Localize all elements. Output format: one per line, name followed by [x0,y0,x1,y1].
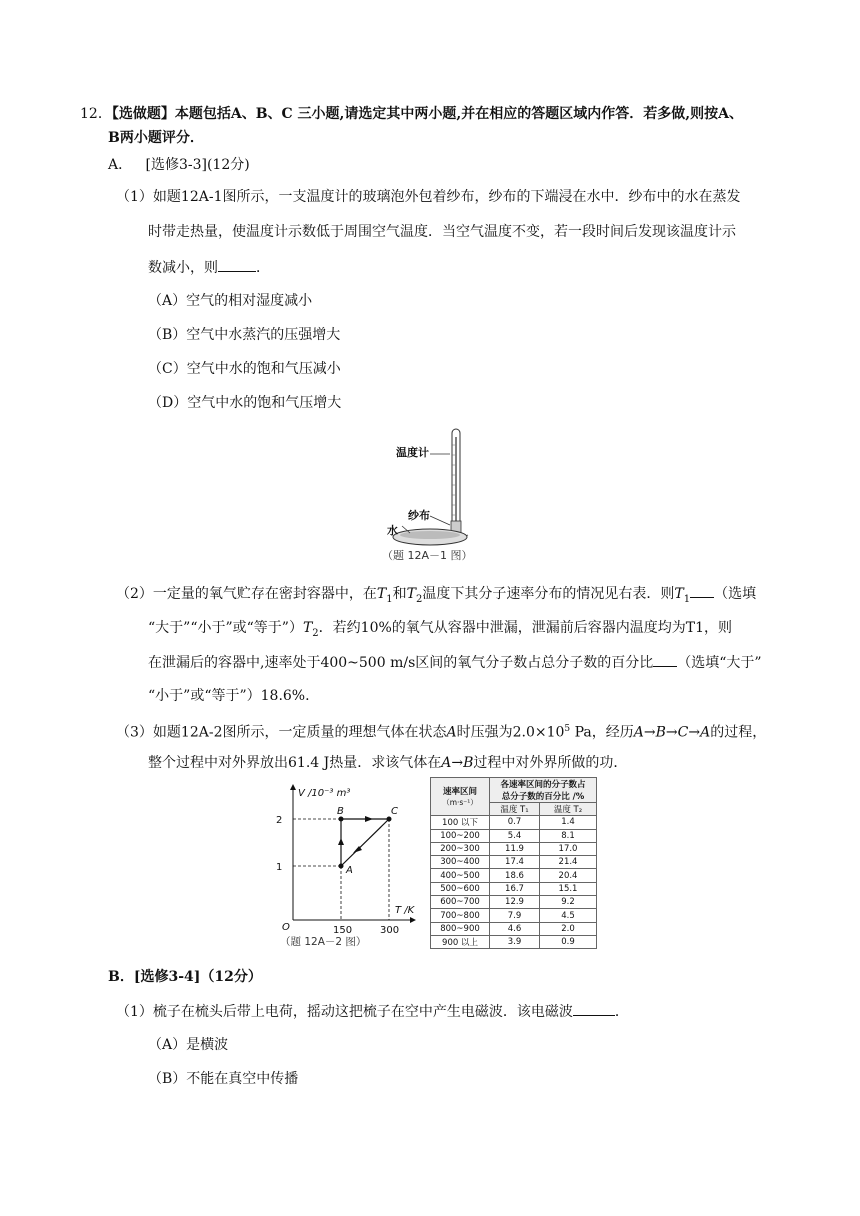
point-label-c: C [391,806,398,817]
table-row: 900 以上 3.9 0.9 [431,935,597,948]
table-row: 200~300 11.9 17.0 [431,842,597,855]
figure-12a-2-caption: （题 12A－2 图） [280,936,367,948]
intro-line-2: B两小题评分． [108,130,204,146]
thermometer-label: 温度计 [396,446,429,459]
a2-line-4: “小于”或“等于”）18.6%. [148,688,310,704]
table-row: 100~200 5.4 8.1 [431,829,597,842]
table-row: 600~700 12.9 9.2 [431,896,597,909]
a1-option-a: （A）空气的相对湿度减小 [148,293,313,309]
graph-origin: O [282,922,290,933]
gauze-label: 纱布 [408,509,430,522]
section-a-heading: A． [选修3-3](12分) [108,157,250,173]
point-label-a: A [346,865,353,876]
a2-line-1: （2）一定量的氧气贮存在密封容器中，在$T_1$和$T_2$温度下其分子速率分布的情况见右表．则$T_1$ （选填 [116,583,756,610]
x-tick: 300 [380,925,400,936]
a1-option-d: （D）空气中水的饱和气压增大 [148,395,342,411]
question-tag: 【选做题】 [111,106,175,122]
table-row: 100 以下 0.7 1.4 [431,816,597,829]
y-tick: 2 [276,815,283,826]
a3-line-2: 整个过程中对外界放出61.4 J热量．求该气体在A→B过程中对外界所做的功． [148,755,628,771]
table-row: 800~900 4.6 2.0 [431,922,597,935]
answer-blank [218,257,256,272]
table-row: 300~400 17.4 21.4 [431,856,597,869]
answer-blank [653,652,677,667]
section-b-heading: B．[选修3-4]（12分） [108,969,262,985]
answer-blank [690,583,714,598]
x-tick: 150 [333,925,353,936]
point-label-b: B [337,806,344,817]
a2-line-2: “大于”“小于”或“等于$”)T_2$．若约10%的氧气从容器中泄漏，泄漏前后容器内温度均为T1，则 [148,620,733,639]
b1-line-1: （1）梳子在梳头后带上电荷，摇动这把梳子在空中产生电磁波．该电磁波 ． [116,1001,629,1022]
a1-line-3: 数减小，则 ． [148,257,270,278]
b1-option-b: （B）不能在真空中传播 [148,1071,299,1087]
answer-blank [573,1001,615,1016]
figure-12a-1-caption: （题 12A－1 图） [382,549,473,562]
question-12-intro [80,104,743,124]
intro-line-1: 本题包括A、B、C 三小题,请选定其中两小题,并在相应的答题区域内作答．若多做,则按A、 [174,106,744,122]
a1-line-1: （1）如题12A-1图所示，一支温度计的玻璃泡外包着纱布，纱布的下端浸在水中．纱布中的水在蒸发 [116,189,741,205]
a1-line-2: 时带走热量，使温度计示数低于周围空气温度．当空气温度不变，若一段时间后发现该温度计示 [148,224,736,240]
a2-line-3: 在泄漏后的容器中,速率处于400~500 m/s区间的氧气分子数占总分子数的百分比 （选填“大于” [148,652,762,673]
table-row: 700~800 7.9 4.5 [431,909,597,922]
a1-option-c: （C）空气中水的饱和气压减小 [148,361,341,377]
thermometer-figure [370,425,500,565]
y-tick: 1 [276,862,283,873]
speed-distribution-table: 速率区间 （m·s⁻¹） 各速率区间的分子数占 总分子数的百分比 /% 温度 T₁ 温度 T₂ 100 以下 0.7 1.4 100~200 5.4 8.1 200~300 11.9 17.0 300~400 17.4 21.4 400~500 18.6 20.4 500~600 16.7 15.1 600~700 12.9 9.2 700~800 7.9 4.5 800~900 4.6 2.0 900 以上 3.9 0.9 [430,777,597,949]
table-row: 500~600 16.7 15.1 [431,882,597,895]
a1-option-b: （B）空气中水蒸汽的压强增大 [148,327,341,343]
graph-x-label: T /K [395,905,415,916]
graph-y-label: V /10⁻³ m³ [298,788,351,799]
a3-line-1: （3）如题12A-2图所示，一定质量的理想气体在状态A时压强为$2.0\times 10^5$ Pa，经历A→B→C→A的过程， [116,724,767,741]
water-label: 水 [387,524,398,537]
vt-graph [270,780,420,955]
table-row: 400~500 18.6 20.4 [431,869,597,882]
b1-option-a: （A）是横波 [148,1037,229,1053]
question-number: 12． [80,106,112,122]
